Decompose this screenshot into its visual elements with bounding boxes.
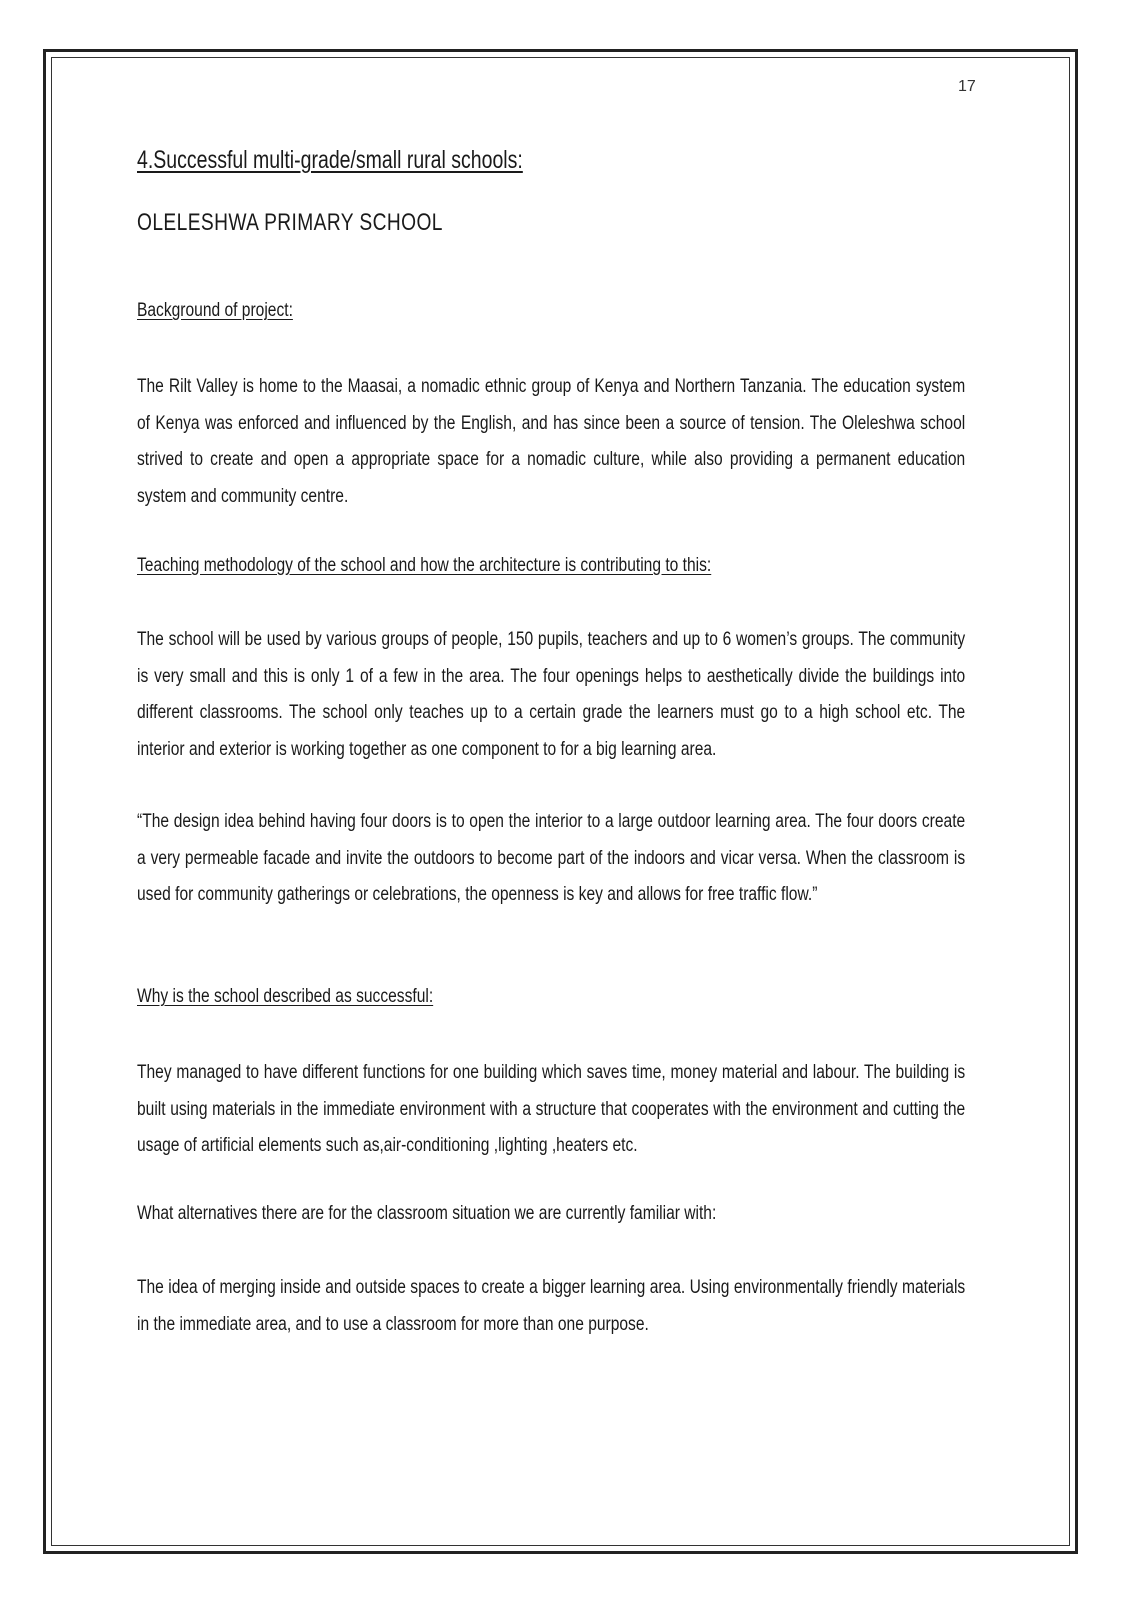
- alternatives-paragraph: The idea of merging inside and outside spaces to create a bigger learning area. Using environmentally friendly materials in the immediate area, and to use a classroom for more than one purpose.: [137, 1277, 966, 1335]
- section-title: 4.Successful multi-grade/small rural schools:: [137, 146, 523, 174]
- success-paragraph: They managed to have different functions for one building which saves time, money material and labour. The building is built using materials in the immediate environment with a structure that cooperates with the environment and cutting the usage of artificial elements such as,air-conditioning ,lighting ,heaters etc.: [137, 1062, 966, 1156]
- teaching-paragraph: The school will be used by various groups of people, 150 pupils, teachers and up to 6 women’s groups. The community is very small and this is only 1 of a few in the area. The four openings helps to aesthetically divide the buildings into different classrooms. The school only teaches up to a certain grade the learners must go to a high school etc. The interior and exterior is working together as one component to for a big learning area.: [137, 629, 966, 760]
- school-name: OLELESHWA PRIMARY SCHOOL: [137, 209, 443, 236]
- teaching-quote: “The design idea behind having four doors is to open the interior to a large outdoor learning area. The four doors create a very permeable facade and invite the outdoors to become part of the indoors and vicar versa. When the classroom is used for community gatherings or celebrations, the openness is key and allows for free traffic flow.”: [137, 811, 966, 905]
- success-heading: Why is the school described as successful:: [137, 986, 434, 1007]
- teaching-heading: Teaching methodology of the school and how the architecture is contributing to this:: [137, 555, 712, 576]
- alternatives-heading: What alternatives there are for the classroom situation we are currently familiar with:: [137, 1203, 717, 1224]
- background-heading: Background of project:: [137, 300, 293, 321]
- background-paragraph: The Rilt Valley is home to the Maasai, a nomadic ethnic group of Kenya and Northern Tanzania. The education system of Kenya was enforced and influenced by the English, and has since been a source of tension. The Oleleshwa school strived to create and open a appropriate space for a nomadic culture, while also providing a permanent education system and community centre.: [137, 376, 966, 507]
- page-number: 17: [958, 78, 976, 95]
